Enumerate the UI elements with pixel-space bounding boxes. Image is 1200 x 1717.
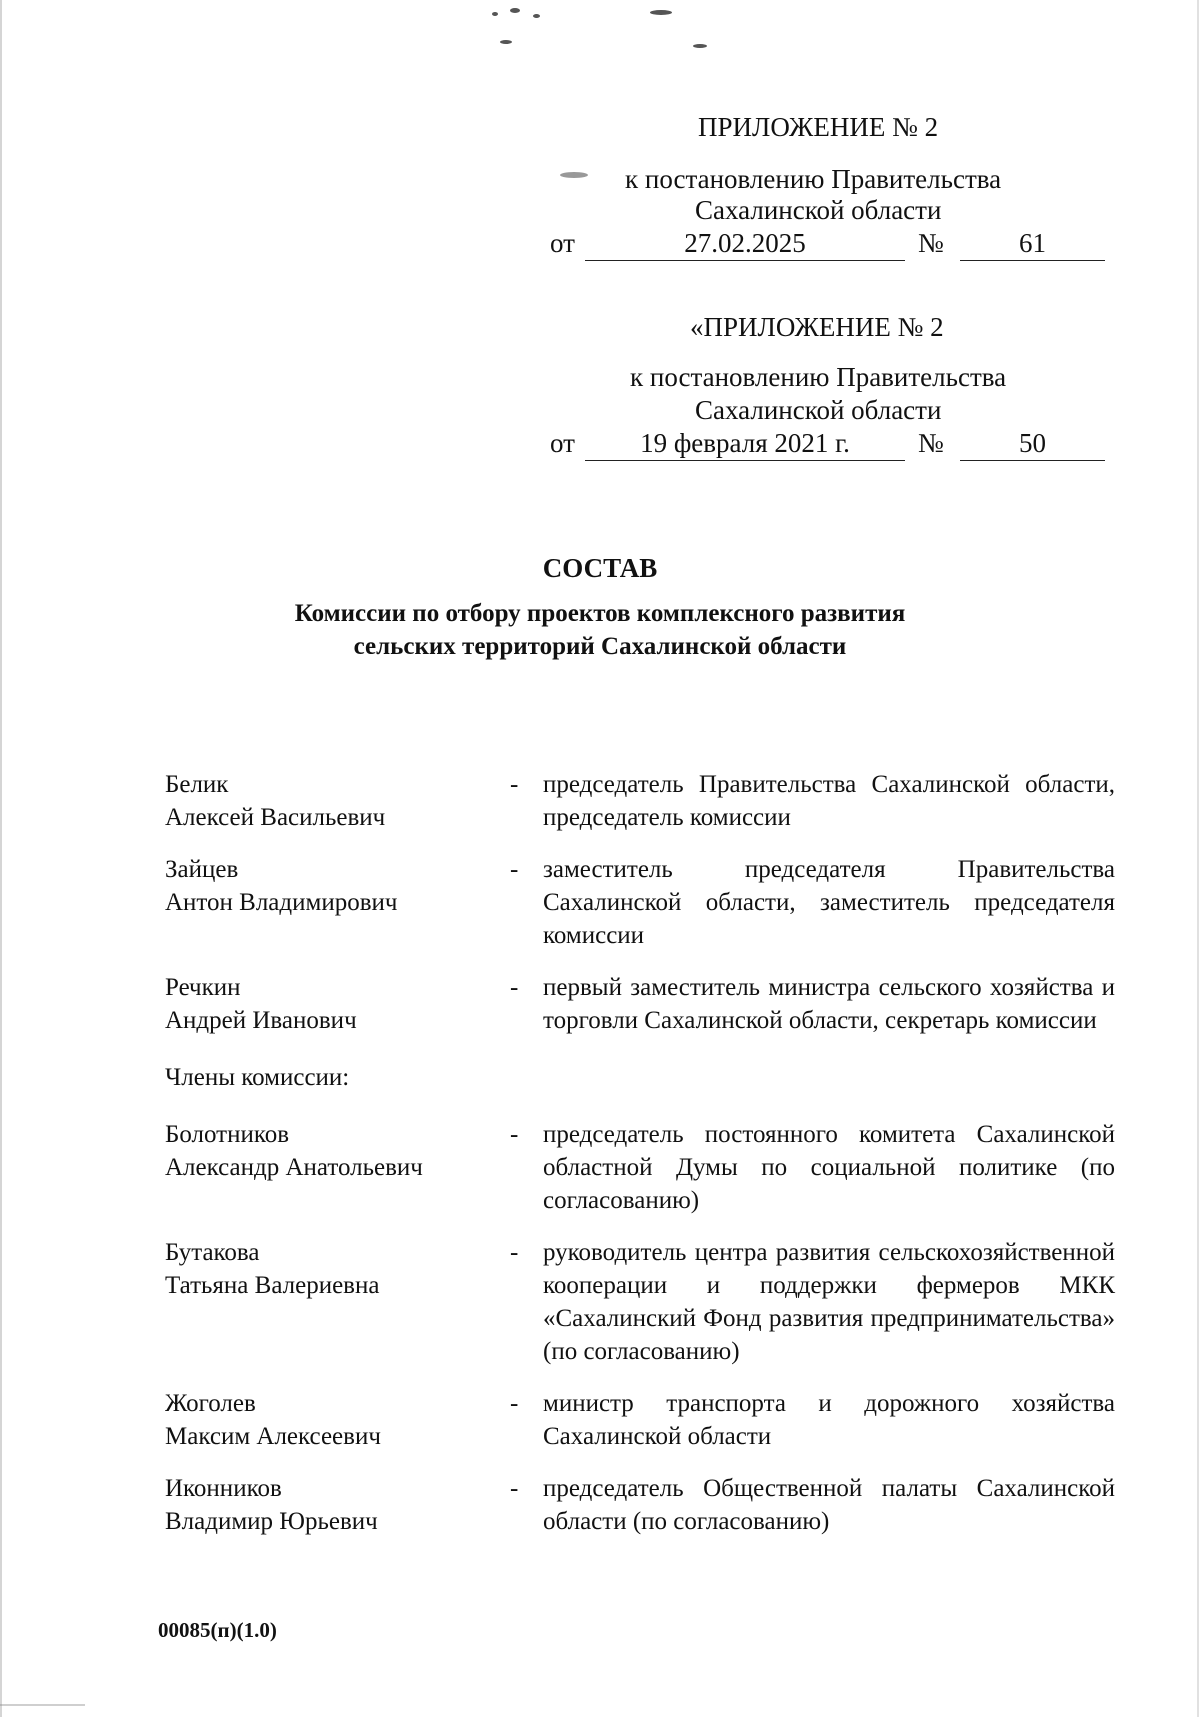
scan-noise bbox=[492, 12, 498, 16]
member-surname: Зайцев bbox=[165, 856, 239, 883]
dash: - bbox=[510, 856, 519, 883]
scan-noise bbox=[533, 14, 540, 18]
member-entry bbox=[165, 853, 1115, 952]
original-resolution-line: к постановлению Правительства bbox=[630, 362, 1007, 392]
member-role: министр транспорта и дорожного хозяйства Сахалинской области bbox=[543, 1390, 1115, 1450]
member-role: заместитель председателя Правительства Сахалинской области, заместитель председателя комиссии bbox=[543, 856, 1115, 949]
member-given-name: Александр Анатольевич bbox=[165, 1154, 423, 1181]
member-given-name: Антон Владимирович bbox=[165, 889, 398, 916]
member-role: руководитель центра развития сельскохозяйственной кооперации и поддержки фермеров МКК «Сахалинский Фонд развития предпринимательства» (по согласованию) bbox=[543, 1239, 1115, 1365]
resolution-date: 27.02.2025 bbox=[585, 228, 905, 261]
appendix-region-line: Сахалинской области bbox=[695, 195, 942, 225]
dash: - bbox=[510, 1390, 519, 1417]
subtitle-line: сельских территорий Сахалинской области bbox=[353, 633, 847, 660]
scan-noise bbox=[500, 40, 512, 44]
member-surname: Жоголев bbox=[165, 1390, 256, 1417]
scan-noise bbox=[693, 44, 707, 48]
scan-edge-right bbox=[1197, 0, 1199, 1717]
scan-noise bbox=[650, 10, 672, 15]
original-resolution-date: 19 февраля 2021 г. bbox=[585, 428, 905, 461]
member-name bbox=[165, 971, 505, 1037]
member-name bbox=[165, 853, 505, 919]
original-region-line: Сахалинской области bbox=[695, 395, 942, 425]
appendix-title: ПРИЛОЖЕНИЕ № 2 bbox=[698, 112, 939, 142]
appendix-date-row bbox=[550, 228, 1105, 264]
document-subtitle bbox=[0, 597, 1200, 663]
scan-noise bbox=[510, 8, 520, 13]
form-code: 00085(п)(1.0) bbox=[158, 1618, 277, 1642]
resolution-number: 61 bbox=[960, 228, 1105, 261]
member-surname: Бутакова bbox=[165, 1239, 260, 1266]
member-given-name: Алексей Васильевич bbox=[165, 804, 386, 831]
document-title: СОСТАВ bbox=[542, 553, 658, 583]
member-role: первый заместитель министра сельского хозяйства и торговли Сахалинской области, секретарь комиссии bbox=[543, 974, 1115, 1034]
member-given-name: Максим Алексеевич bbox=[165, 1423, 381, 1450]
original-date-row bbox=[550, 428, 1105, 464]
dash: - bbox=[510, 1475, 519, 1502]
member-entry bbox=[165, 768, 1115, 834]
dash: - bbox=[510, 1239, 519, 1266]
number-label: № bbox=[918, 428, 944, 458]
dash: - bbox=[510, 974, 519, 1001]
member-role: председатель Общественной палаты Сахалинской области (по согласованию) bbox=[543, 1475, 1115, 1535]
dash: - bbox=[510, 771, 519, 798]
number-label: № bbox=[918, 228, 944, 258]
member-entry bbox=[165, 1118, 1115, 1217]
member-name bbox=[165, 1472, 505, 1538]
subtitle-line: Комиссии по отбору проектов комплексного развития bbox=[294, 600, 906, 627]
appendix-resolution-line: к постановлению Правительства bbox=[625, 164, 1002, 194]
original-appendix-title: «ПРИЛОЖЕНИЕ № 2 bbox=[690, 312, 944, 342]
scan-edge-bottom bbox=[0, 1704, 85, 1706]
member-name bbox=[165, 1118, 505, 1184]
member-entry bbox=[165, 1387, 1115, 1453]
member-entry bbox=[165, 1236, 1115, 1368]
member-given-name: Владимир Юрьевич bbox=[165, 1508, 378, 1535]
member-surname: Иконников bbox=[165, 1475, 282, 1502]
members-section-label: Члены комиссии: bbox=[165, 1064, 350, 1091]
member-given-name: Андрей Иванович bbox=[165, 1007, 357, 1034]
original-resolution-number: 50 bbox=[960, 428, 1105, 461]
scan-edge-left bbox=[0, 0, 2, 1717]
dash: - bbox=[510, 1121, 519, 1148]
member-name bbox=[165, 768, 505, 834]
member-name bbox=[165, 1236, 505, 1302]
member-entry bbox=[165, 971, 1115, 1037]
scan-noise bbox=[560, 172, 588, 178]
from-label: от bbox=[550, 228, 575, 258]
member-role: председатель Правительства Сахалинской области, председатель комиссии bbox=[543, 771, 1115, 831]
member-role: председатель постоянного комитета Сахалинской областной Думы по социальной политике (по согласованию) bbox=[543, 1121, 1115, 1214]
commission-members-list bbox=[165, 768, 1115, 1538]
from-label: от bbox=[550, 428, 575, 458]
member-given-name: Татьяна Валериевна bbox=[165, 1272, 380, 1299]
member-surname: Болотников bbox=[165, 1121, 290, 1148]
member-entry bbox=[165, 1472, 1115, 1538]
member-surname: Речкин bbox=[165, 974, 241, 1001]
member-name bbox=[165, 1387, 505, 1453]
member-surname: Белик bbox=[165, 771, 229, 798]
